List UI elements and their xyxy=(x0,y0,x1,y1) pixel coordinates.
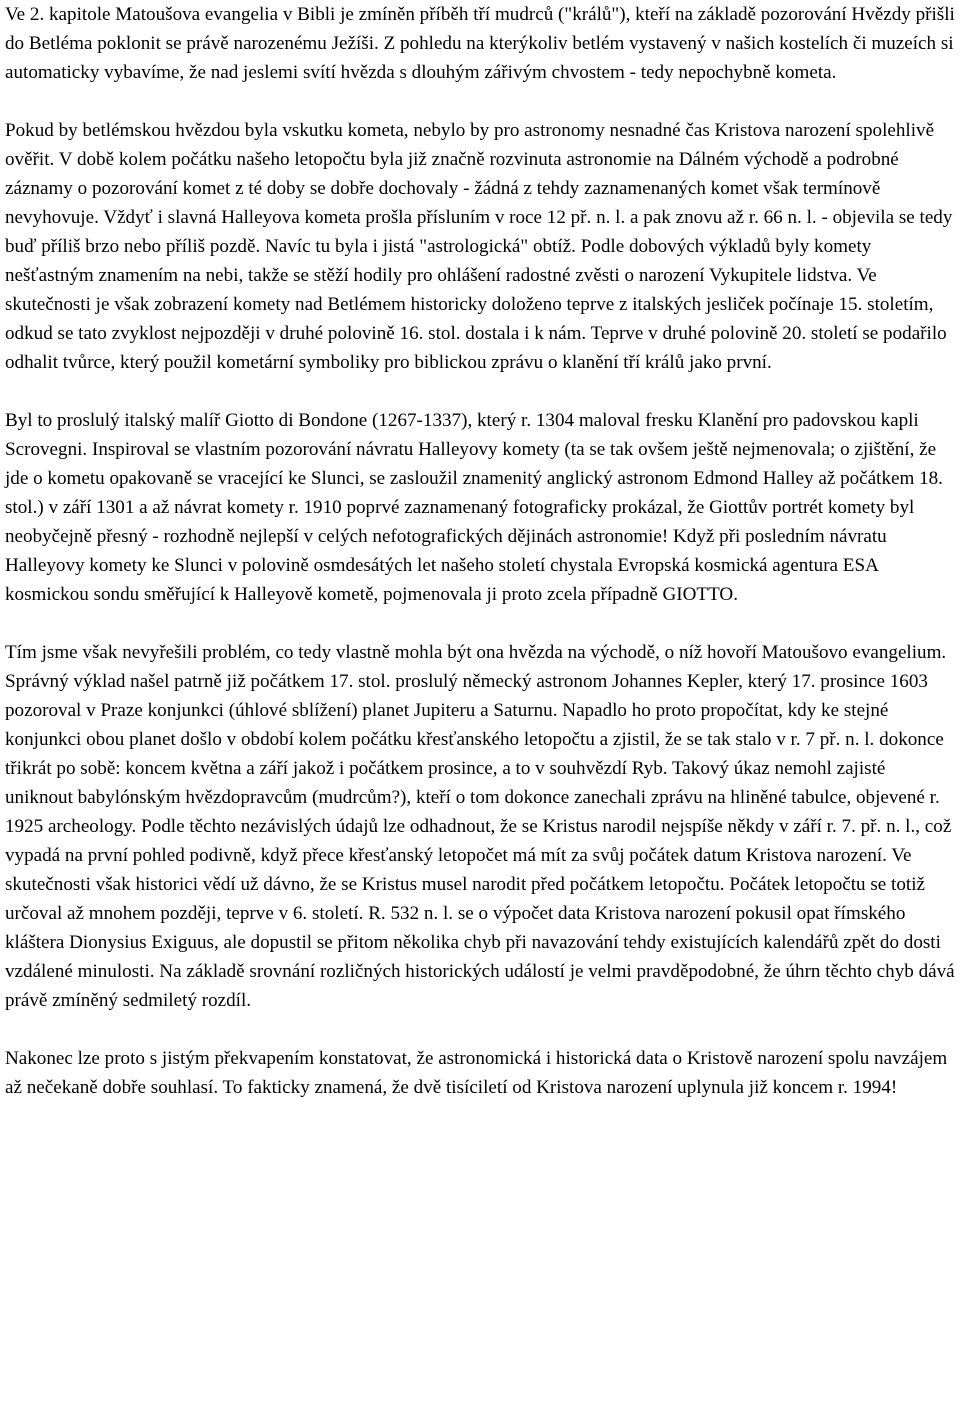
paragraph-star-of-bethlehem: Ve 2. kapitole Matoušova evangelia v Bibli je zmíněn příběh tří mudrců ("králů"), kteří na základě pozorování Hvězdy přišli do Betléma poklonit se právě narozenému Ježíši. Z pohledu na kterýkoliv betlém vystavený v našich kostelích či muzeích si automaticky vybavíme, že nad jeslemi svítí hvězda s dlouhým zářivým chvostem - tedy nepochybně kometa. xyxy=(5,4,955,83)
paragraph-conclusion: Nakonec lze proto s jistým překvapením konstatovat, že astronomická i historická data o Kristově narození spolu navzájem až nečekaně dobře souhlasí. To fakticky znamená, že dvě tisíciletí od Kristova narození uplynula již koncem r. 1994! xyxy=(5,1048,948,1098)
paragraph-kepler-conjunction: Tím jsme však nevyřešili problém, co tedy vlastně mohla být ona hvězda na východě, o níž hovoří Matoušovo evangelium. Správný výklad našel patrně již počátkem 17. stol. proslulý německý astronom Johannes Kepler, který 17. prosince 1603 pozoroval v Praze konjunkci (úhlové sblížení) planet Jupiteru a Saturnu. Napadlo ho proto propočítat, kdy ke stejné konjunkci obou planet došlo v období kolem počátku křesťanského letopočtu a zjistil, že se tak stalo v r. 7 př. n. l. dokonce třikrát po sobě: koncem května a září jakož i počátkem prosince, a to v souhvězdí Ryb. Takový úkaz nemohl zajisté uniknout babylónským hvězdopravcům (mudrcům?), kteří o tom dokonce zanechali zprávu na hliněné tabulce, objevené r. 1925 archeology. Podle těchto nezávislých údajů lze odhadnout, že se Kristus narodil nejspíše někdy v září r. 7. př. n. l., což vypadá na první pohled podivně, když přece křesťanský letopočet má mít za svůj počátek datum Kristova narození. Ve skutečnosti však historici vědí už dávno, že se Kristus musel narodit před počátkem letopočtu. Počátek letopočtu se totiž určoval až mnohem později, teprve v 6. století. R. 532 n. l. se o výpočet data Kristova narození pokusil opat římského kláštera Dionysius Exiguus, ale dopustil se přitom několika chyb při navazování tehdy existujících kalendářů zpět do dosti vzdálené minulosti. Na základě srovnání rozličných historických událostí je velmi pravděpodobné, že úhrn těchto chyb dává právě zmíněný sedmiletý rozdíl. xyxy=(5,642,955,1011)
paragraph-giotto: Byl to proslulý italský malíř Giotto di Bondone (1267-1337), který r. 1304 maloval fresku Klanění pro padovskou kapli Scrovegni. Inspiroval se vlastním pozorování návratu Halleyovy komety (ta se tak ovšem ještě nejmenovala; o zjištění, že jde o kometu opakovaně se vracející ke Slunci, se zasloužil znamenitý anglický astronom Edmond Halley až počátkem 18. stol.) v září 1301 a až návrat komety r. 1910 poprvé zaznamenaný fotograficky prokázal, že Giottův portrét komety byl neobyčejně přesný - rozhodně nejlepší v celých nefotografických dějinách astronomie! Když při posledním návratu Halleyovy komety ke Slunci v polovině osmdesátých let našeho století chystala Evropská kosmická agentura ESA kosmickou sondu směřující k Halleyově kometě, pojmenovala ji proto zcela případně GIOTTO. xyxy=(5,410,943,605)
paragraph-comet-objection: Pokud by betlémskou hvězdou byla vskutku kometa, nebylo by pro astronomy nesnadné čas Kristova narození spolehlivě ověřit. V době kolem počátku našeho letopočtu byla již značně rozvinuta astronomie na Dálném východě a podrobné záznamy o pozorování komet z té doby se dobře dochovaly - žádná z tehdy zaznamenaných komet však termínově nevyhovuje. Vždyť i slavná Halleyova kometa prošla přísluním v roce 12 př. n. l. a pak znovu až r. 66 n. l. - objevila se tedy buď příliš brzo nebo příliš pozdě. Navíc tu byla i jistá "astrologická" obtíž. Podle dobových výkladů byly komety nešťastným znamením na nebi, takže se stěží hodily pro ohlášení radostné zvěsti o narození Vykupitele lidstva. Ve skutečnosti je však zobrazení komety nad Betlémem historicky doloženo teprve z italských jesliček počínaje 15. stoletím, odkud se tato zvyklost nejpozději v druhé polovině 16. stol. dostala i k nám. Teprve v druhé polovině 20. století se podařilo odhalit tvůrce, který použil kometární symboliky pro biblickou zprávu o klanění tří králů jako první. xyxy=(5,120,953,373)
